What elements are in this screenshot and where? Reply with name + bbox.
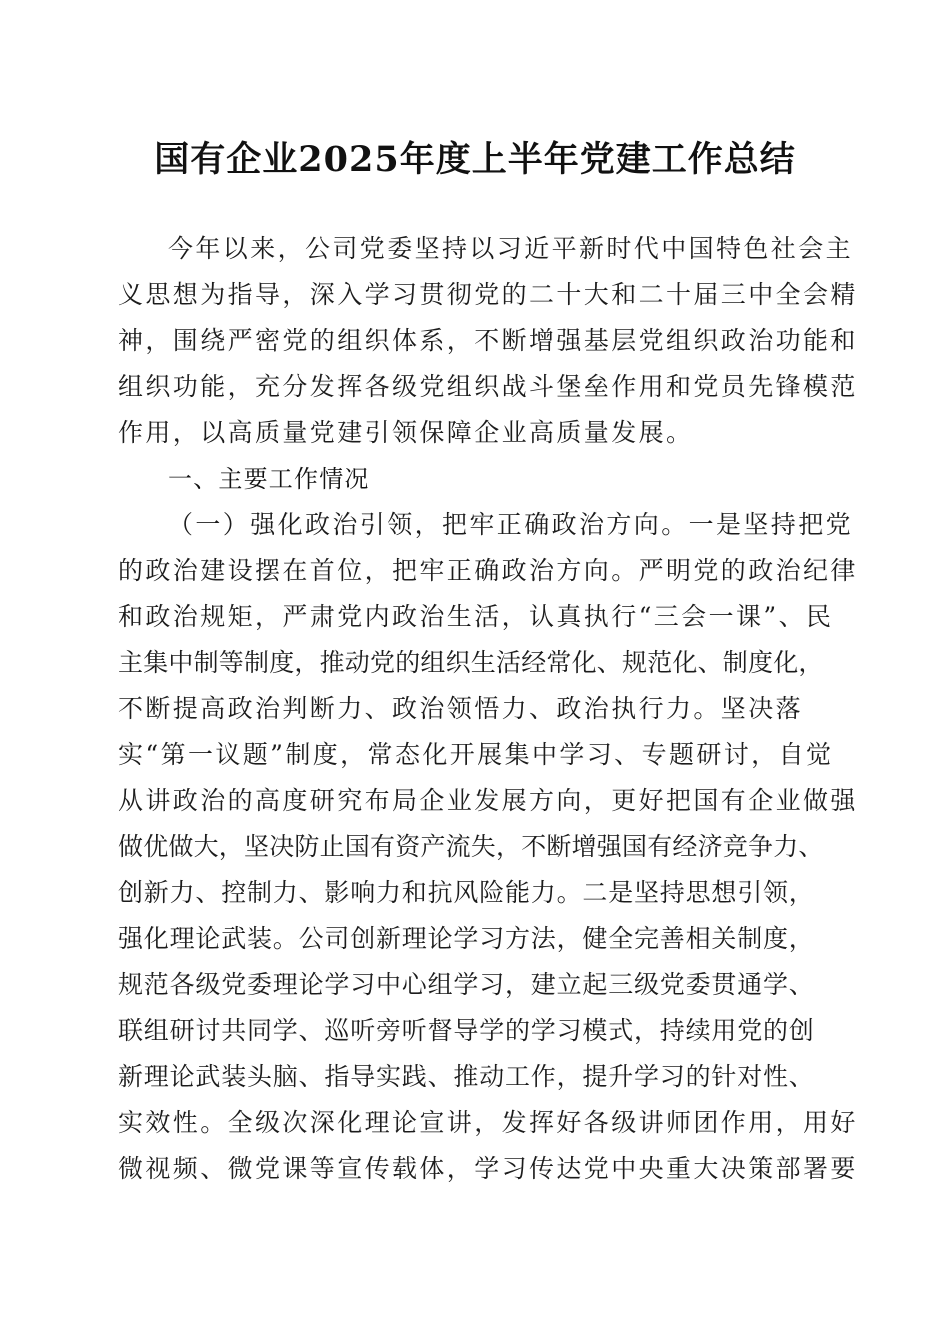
section-heading: 一、主要工作情况 (168, 465, 370, 493)
document-body (118, 226, 858, 1192)
intro-paragraph-line: 今年以来，公司党委坚持以习近平新时代中国特色社会主 (168, 234, 854, 263)
intro-paragraph-line: 作用，以高质量党建引领保障企业高质量发展。 (118, 418, 694, 447)
intro-paragraph-line: 神，围绕严密党的组织体系，不断增强基层党组织政治功能和 (118, 326, 858, 355)
section-paragraph-line: 主集中制等制度，推动党的组织生活经常化、规范化、制度化， (118, 648, 824, 677)
document-title: 国有企业2025年度上半年党建工作总结 (154, 139, 796, 180)
section-paragraph-line: 新理论武装头脑、指导实践、推动工作，提升学习的针对性、 (118, 1062, 815, 1091)
section-paragraph-line: 做优做大，坚决防止国有资产流失，不断增强国有经济竞争力、 (118, 832, 824, 861)
section-paragraph-line: 和政治规矩，严肃党内政治生活，认真执行“三会一课”、民 (118, 602, 834, 631)
section-paragraph-line: 实效性。全级次深化理论宣讲，发挥好各级讲师团作用，用好 (118, 1108, 858, 1137)
section-paragraph-line: 联组研讨共同学、巡听旁听督导学的学习模式，持续用党的创 (118, 1016, 815, 1045)
section-paragraph-line: 实“第一议题”制度，常态化开展集中学习、专题研讨，自觉 (118, 740, 834, 769)
intro-paragraph-line: 组织功能，充分发挥各级党组织战斗堡垒作用和党员先锋模范 (118, 372, 858, 401)
section-paragraph-line: 规范各级党委理论学习中心组学习，建立起三级党委贯通学、 (118, 970, 815, 999)
section-paragraph-line: 从讲政治的高度研究布局企业发展方向，更好把国有企业做强 (118, 786, 858, 815)
section-paragraph-line: （一）强化政治引领，把牢正确政治方向。一是坚持把党 (168, 510, 854, 539)
section-paragraph-line: 创新力、控制力、影响力和抗风险能力。二是坚持思想引领， (118, 878, 815, 907)
section-paragraph-line: 不断提高政治判断力、政治领悟力、政治执行力。坚决落 (118, 694, 804, 723)
section-paragraph-line: 的政治建设摆在首位，把牢正确政治方向。严明党的政治纪律 (118, 556, 858, 585)
intro-paragraph-line: 义思想为指导，深入学习贯彻党的二十大和二十届三中全会精 (118, 280, 858, 309)
section-paragraph-line: 强化理论武装。公司创新理论学习方法，健全完善相关制度， (118, 924, 815, 953)
section-paragraph-line: 微视频、微党课等宣传载体，学习传达党中央重大决策部署要 (118, 1154, 858, 1183)
